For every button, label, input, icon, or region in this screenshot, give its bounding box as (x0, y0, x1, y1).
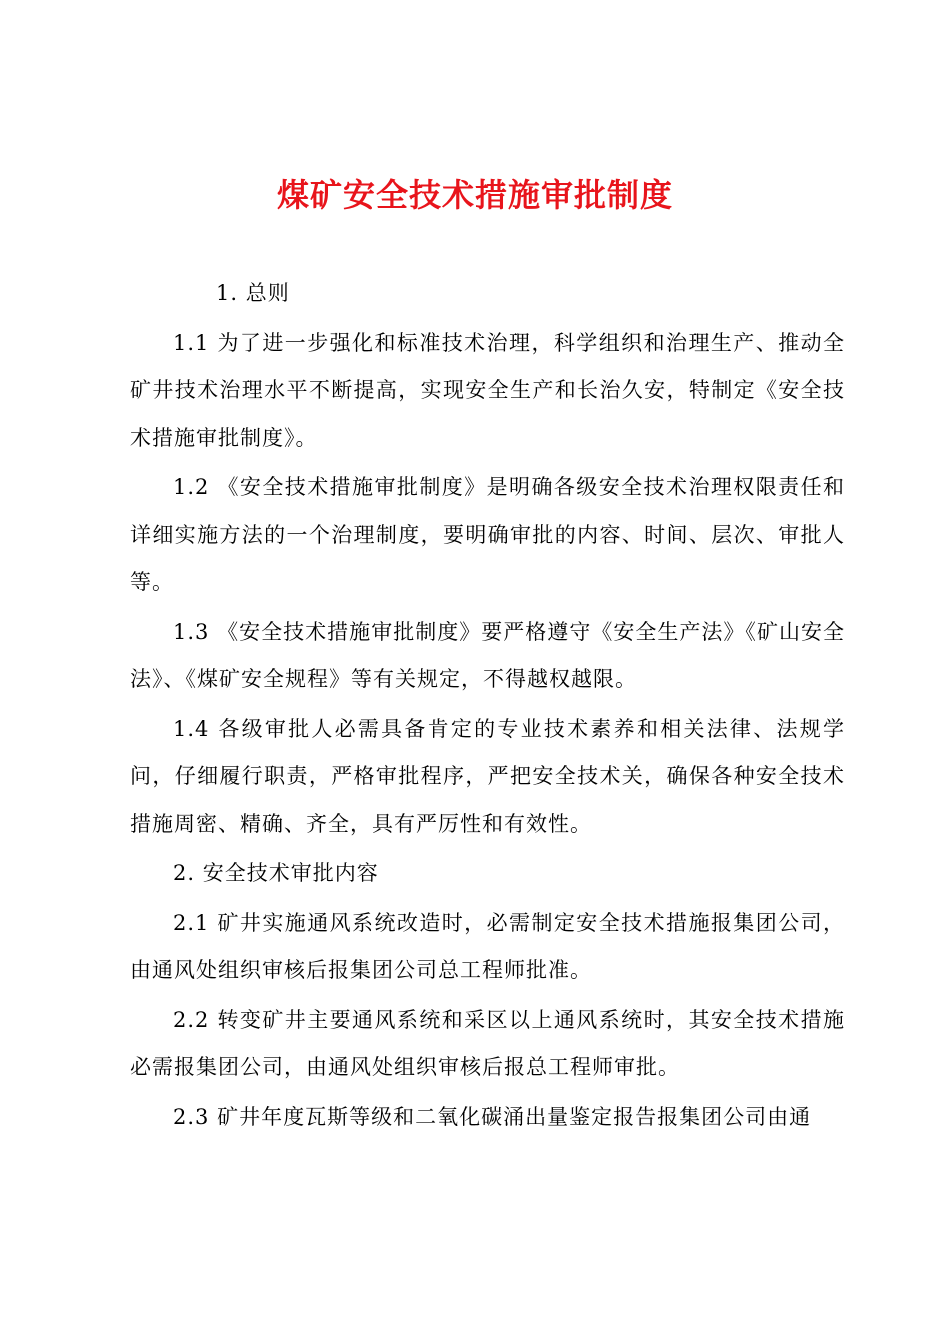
document-body (130, 270, 845, 1143)
section-heading-approval-content: 2. 安全技术审批内容 (173, 861, 379, 885)
paragraph-1-1: 1.1 为了进一步强化和标准技术治理，科学组织和治理生产、推动全矿井技术治理水平不断提高，实现安全生产和长治久安，特制定《安全技术措施审批制度》。 (130, 330, 845, 450)
section-heading-general: 1. 总则 (216, 281, 290, 305)
paragraph-1-4: 1.4 各级审批人必需具备肯定的专业技术素养和相关法律、法规学问，仔细履行职责，严格审批程序，严把安全技术关，确保各种安全技术措施周密、精确、齐全，具有严厉性和有效性。 (130, 716, 845, 836)
paragraph-1-2: 1.2 《安全技术措施审批制度》是明确各级安全技术治理权限责任和详细实施方法的一个治理制度，要明确审批的内容、时间、层次、审批人等。 (130, 475, 845, 594)
document-title: 煤矿安全技术措施审批制度 (276, 176, 673, 214)
paragraph-2-1: 2.1 矿井实施通风系统改造时，必需制定安全技术措施报集团公司，由通风处组织审核后报集团公司总工程师批准。 (130, 910, 845, 982)
paragraph-1-3: 1.3 《安全技术措施审批制度》要严格遵守《安全生产法》《矿山安全法》、《煤矿安全规程》等有关规定，不得越权越限。 (130, 619, 845, 691)
paragraph-2-3: 2.3 矿井年度瓦斯等级和二氧化碳涌出量鉴定报告报集团公司由通 (173, 1104, 812, 1129)
paragraph-2-2: 2.2 转变矿井主要通风系统和采区以上通风系统时，其安全技术措施必需报集团公司，由通风处组织审核后报总工程师审批。 (130, 1007, 845, 1079)
